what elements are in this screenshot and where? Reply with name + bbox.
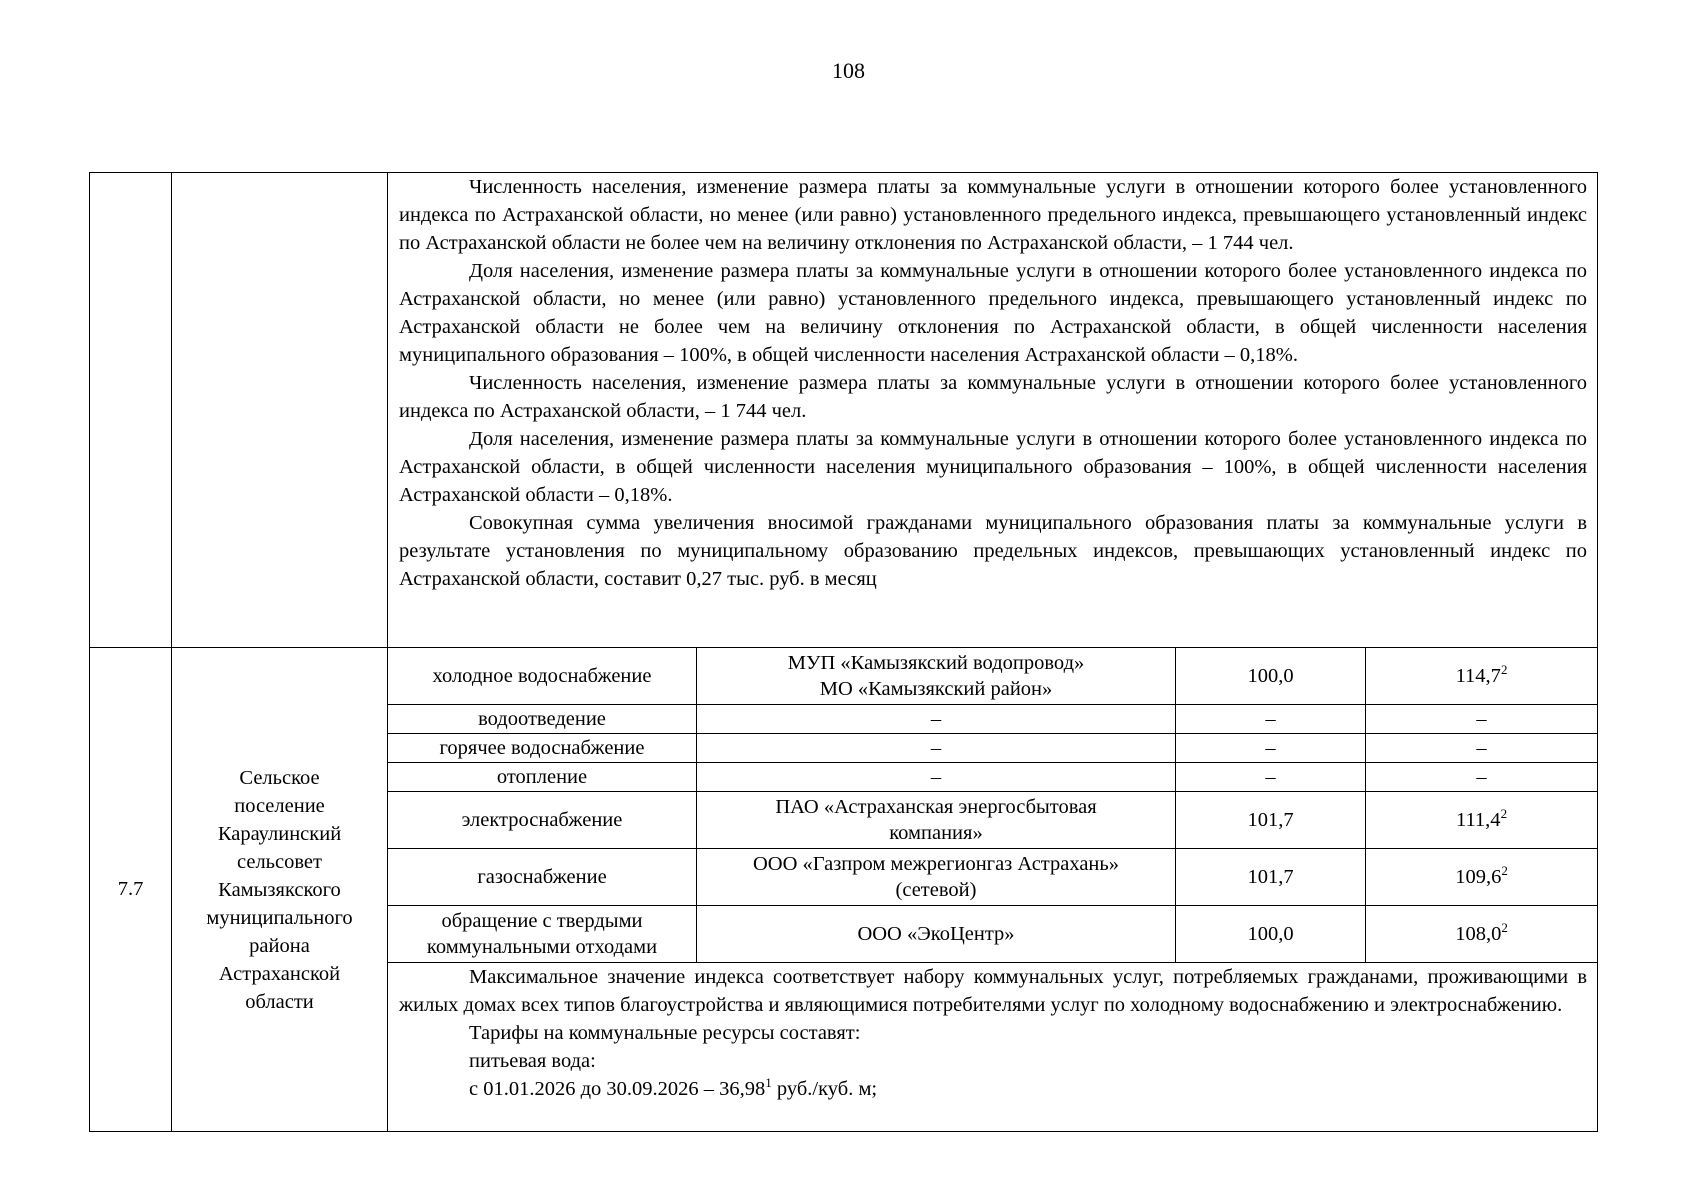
municipality-line: Камызякского	[218, 878, 341, 901]
paragraph-population-count-1: Численность населения, изменение размера платы за коммунальные услуги в отношении которого более установленного индекса по Астраханской области, но менее (или равно) установленного предельного индекса, превышающего установленный индекс по Астраханской области не более чем на величину отклонения по Астраханской области, – 1 744 чел.	[399, 176, 1588, 254]
municipality-line: Караулинский	[217, 822, 342, 845]
paragraph-total-increase: Совокупная сумма увеличения вносимой гражданами муниципального образования платы за коммунальные услуги в результате установления по муниципальному образованию предельных индексов, превышающих установленный индекс по Астраханской области, составит 0,27 тыс. руб. в месяц	[399, 512, 1588, 590]
provider-line: ООО «Газпром межрегионгаз Астрахань»	[752, 853, 1120, 875]
municipality-line: Сельское	[239, 766, 320, 789]
provider-name	[697, 648, 1176, 705]
service-name: отопление	[388, 763, 697, 792]
footnote-mark: 2	[1500, 806, 1508, 822]
max-index-value: 108,0$^2$	[1366, 906, 1598, 963]
notes-cell	[388, 963, 1598, 1132]
max-index-value: 111,4$^2$	[1366, 792, 1598, 849]
continued-row	[90, 173, 1598, 648]
service-name: холодное водоснабжение	[388, 648, 697, 705]
continued-number-cell	[90, 173, 172, 648]
provider-name	[697, 792, 1176, 849]
tariff-line: с 01.01.2026 до 30.09.2026 – 36,98$^1$ руб./куб. м;	[469, 1075, 878, 1100]
municipality-name	[172, 648, 388, 1132]
provider-name: –	[697, 763, 1176, 792]
municipality-line: района	[249, 934, 310, 957]
footnote-mark: 2	[1501, 863, 1508, 879]
provider-line: (сетевой)	[895, 879, 977, 901]
footnote-mark: 2	[1501, 920, 1508, 936]
continued-text-cell	[388, 173, 1598, 648]
paragraph-population-count-2: Численность населения, изменение размера платы за коммунальные услуги в отношении которого более установленного индекса по Астраханской области, – 1 744 чел.	[399, 372, 1588, 422]
municipality-line: муниципального	[206, 906, 353, 929]
provider-name: –	[697, 734, 1176, 763]
service-name: горячее водоснабжение	[388, 734, 697, 763]
max-index-value: 114,7$^2$	[1366, 648, 1598, 705]
service-row-cold-water	[90, 648, 1598, 705]
max-index-value: –	[1366, 705, 1598, 734]
max-index-value: 109,6$^2$	[1366, 849, 1598, 906]
provider-name: –	[697, 705, 1176, 734]
index-value: 101,7	[1176, 792, 1366, 849]
paragraph-max-index-note: Максимальное значение индекса соответствует набору коммунальных услуг, потребляемых гражданами, проживающими в жилых домах всех типов благоустройства и являющимися потребителями услуг по холодному водоснабжению и электроснабжению.	[399, 966, 1588, 1016]
service-name: водоотведение	[388, 705, 697, 734]
service-name: электроснабжение	[388, 792, 697, 849]
provider-line: компания»	[889, 822, 983, 844]
index-value: –	[1176, 705, 1366, 734]
provider-line: ПАО «Астраханская энергосбытовая	[775, 796, 1097, 818]
footnote-mark: 1	[765, 1075, 772, 1091]
paragraph-population-share-2: Доля населения, изменение размера платы за коммунальные услуги в отношении которого более установленного индекса по Астраханской области, в общей численности населения муниципального образования – 100%, в общей численности населения Астраханской области – 0,18%.	[399, 428, 1588, 506]
index-value: –	[1176, 734, 1366, 763]
footnote-mark: 2	[1500, 662, 1508, 678]
municipality-line: поселение	[234, 794, 325, 817]
provider-name: ООО «ЭкоЦентр»	[697, 906, 1176, 963]
index-value: –	[1176, 763, 1366, 792]
municipality-line: области	[245, 990, 314, 1013]
tariffs-intro: Тарифы на коммунальные ресурсы составят:	[469, 1022, 861, 1044]
continued-name-cell	[172, 173, 388, 648]
index-value: 100,0	[1176, 648, 1366, 705]
tariff-resource: питьевая вода:	[469, 1050, 596, 1072]
paragraph-population-share-1: Доля населения, изменение размера платы за коммунальные услуги в отношении которого более установленного индекса по Астраханской области, но менее (или равно) установленного предельного индекса, превышающего установленный индекс по Астраханской области не более чем на величину отклонения по Астраханской области, в общей численности населения муниципального образования – 100%, в общей численности населения Астраханской области – 0,18%.	[399, 260, 1588, 366]
service-name: газоснабжение	[388, 849, 697, 906]
municipality-line: Астраханской	[218, 962, 341, 985]
row-number: 7.7	[90, 648, 172, 1132]
index-value: 100,0	[1176, 906, 1366, 963]
provider-line: МО «Камызякский район»	[819, 678, 1053, 700]
indices-table	[89, 172, 1598, 1132]
service-name: обращение с твердыми коммунальными отходами	[388, 906, 697, 963]
provider-name	[697, 849, 1176, 906]
municipality-line: сельсовет	[237, 850, 322, 873]
page-number: 108	[832, 58, 865, 83]
max-index-value: –	[1366, 734, 1598, 763]
provider-line: МУП «Камызякский водопровод»	[787, 652, 1085, 674]
max-index-value: –	[1366, 763, 1598, 792]
index-value: 101,7	[1176, 849, 1366, 906]
